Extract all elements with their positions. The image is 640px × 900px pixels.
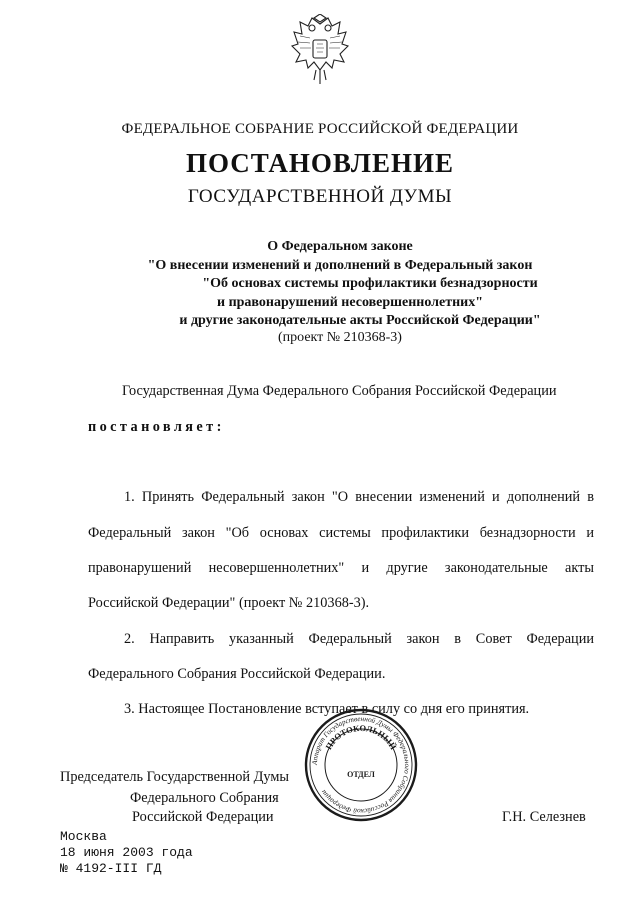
item-2-line-2: Федерального Собрания Российской Федерации. — [88, 666, 386, 682]
subject-line-4: и правонарушений несовершеннолетних" — [217, 295, 483, 310]
document-title: ПОСТАНОВЛЕНИЕ — [185, 148, 455, 178]
svg-text:Аппарат Государственной Думы Ф: Аппарат Государственной Думы Федерального Собрания Российской Федерации — [310, 714, 412, 816]
official-stamp — [303, 707, 419, 823]
signature-role-line-2: Федерального Собрания — [130, 790, 279, 806]
item-1-line-1: 1. Принять Федеральный закон "О внесении изменений и дополнений в — [124, 489, 594, 505]
subject-line-2: "О внесении изменений и дополнений в Федеральный закон — [147, 258, 533, 273]
svg-text:ОТДЕЛ: ОТДЕЛ — [347, 770, 375, 779]
item-2-line-1: 2. Направить указанный Федеральный закон в Совет Федерации — [124, 631, 594, 647]
item-1-line-4: Российской Федерации" (проект № 210368-3). — [88, 595, 370, 611]
document-number: № 4192-III ГД — [60, 861, 162, 876]
signature-role-line-1: Председатель Государственной Думы — [60, 769, 289, 785]
resolves-word: постановляет: — [88, 419, 225, 435]
preamble-text: Государственная Дума Федерального Собрания Российской Федерации — [122, 383, 557, 399]
city: Москва — [60, 829, 107, 844]
svg-text:ПРОТОКОЛЬНЫЙ: ПРОТОКОЛЬНЫЙ — [323, 722, 399, 752]
subject-line-5: и другие законодательные акты Российской Федерации" — [179, 313, 541, 328]
organization-heading: ФЕДЕРАЛЬНОЕ СОБРАНИЕ РОССИЙСКОЙ ФЕДЕРАЦИИ — [121, 121, 519, 137]
item-1-line-2: Федеральный закон "Об основах системы профилактики безнадзорности и — [88, 525, 594, 541]
date: 18 июня 2003 года — [60, 845, 193, 860]
document-subtitle: ГОСУДАРСТВЕННОЙ ДУМЫ — [187, 186, 453, 207]
subject-line-1: О Федеральном законе — [267, 239, 413, 254]
item-1-line-3: правонарушений несовершеннолетних" и другие законодательные акты — [88, 560, 594, 576]
item-3-line-1: 3. Настоящее Постановление вступает в силу со дня его принятия. — [124, 701, 530, 717]
coat-of-arms-icon — [290, 14, 350, 86]
signature-role-line-3: Российской Федерации — [132, 809, 274, 825]
subject-line-3: "Об основах системы профилактики безнадзорности — [202, 276, 538, 291]
project-number: (проект № 210368-3) — [278, 330, 402, 345]
signatory-name: Г.Н. Селезнев — [502, 809, 586, 825]
